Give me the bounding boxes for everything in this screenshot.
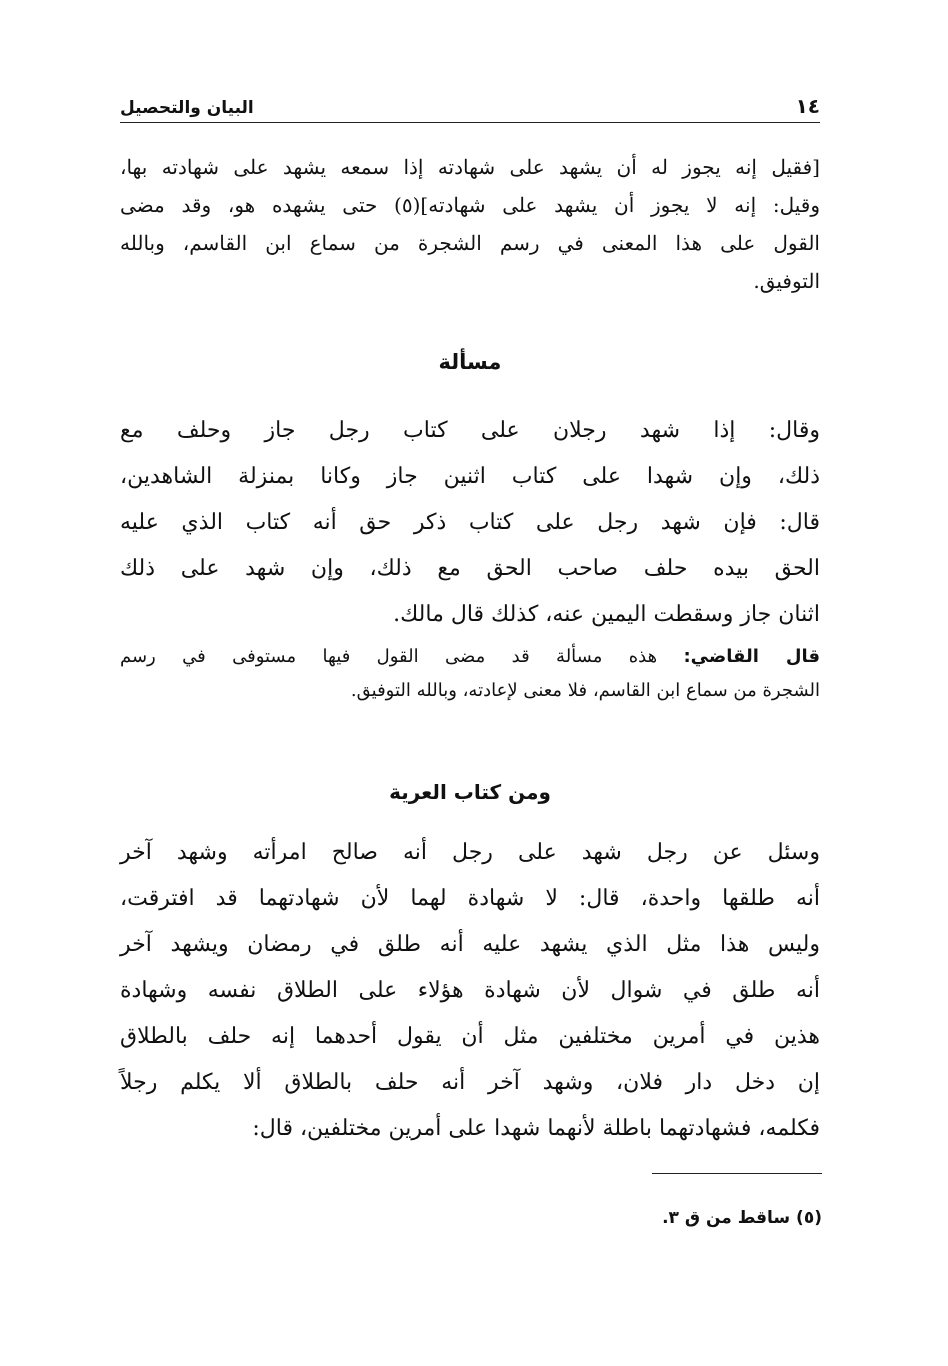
text-line: فكلمه، فشهادتهما باطلة لأنهما شهدا على أمرين مختلفين، قال: [252,1116,820,1141]
running-header [120,78,820,123]
text-line: هذين في أمرين مختلفين مثل أن يقول أحدهما إنه حلف بالطلاق [120,1024,821,1049]
text-line: أنه طلق في شوال لأن شهادة هؤلاء على الطلاق نفسه وشهادة [120,978,820,1003]
book-title: البيان والتحصيل [120,98,254,118]
commentary-text: هذه مسألة قد مضى القول فيها مستوفى في رسم [120,646,684,667]
text-line: إن دخل دار فلان، وشهد آخر أنه حلف بالطلاق ألا يكلم رجلاً [120,1070,820,1095]
footnote-divider [652,1173,822,1174]
text-line: اثنان جاز وسقطت اليمين عنه، كذلك قال مالك. [393,602,820,627]
paragraph-witness-testimony [120,408,820,638]
text-line: وقيل: إنه لا يجوز أن يشهد على شهادته](٥) حتى يشهده هو، وقد مضى [120,193,821,217]
text-line: ذلك، وإن شهدا على كتاب اثنين جاز وكانا بمنزلة الشاهدين، [120,464,820,489]
text-line: وسئل عن رجل شهد على رجل أنه صالح امرأته وشهد آخر [120,840,820,865]
text-line: الحق بيده حلف صاحب الحق مع ذلك، وإن شهد على ذلك [120,556,820,581]
text-line: الشجرة من سماع ابن القاسم، فلا معنى لإعادته، وبالله التوفيق. [350,680,820,701]
paragraph-continuation [120,148,820,300]
text-line: القول على هذا المعنى في رسم الشجرة من سماع ابن القاسم، وبالله [120,231,820,255]
text-line [120,640,820,674]
paragraph-divorce-testimony [120,830,820,1152]
page-number: ١٤ [795,94,820,118]
section-heading-kitab-al-ariya: ومن كتاب العرية [389,780,551,804]
text-line: أنه طلقها واحدة، قال: لا شهادة لهما لأن شهادتهما قد افترقت، [120,886,820,911]
text-line: وقال: إذا شهد رجلان على كتاب رجل جاز وحلف مع [120,418,820,443]
text-line: [فقيل إنه يجوز له أن يشهد على شهادته إذا سمعه يشهد على شهادته بها، [120,155,820,179]
section-heading-masala: مسألة [438,350,502,374]
commentary-lead: قال القاضي: [683,646,820,667]
footnote: (٥) ساقط من ق ٣. [662,1208,822,1228]
paragraph-judge-commentary [120,640,820,708]
text-line: وليس هذا مثل الذي يشهد عليه أنه طلق في رمضان ويشهد آخر [120,932,820,957]
text-line: التوفيق. [753,269,820,293]
text-line: قال: فإن شهد رجل على كتاب ذكر حق أنه كتاب الذي عليه [120,510,820,535]
